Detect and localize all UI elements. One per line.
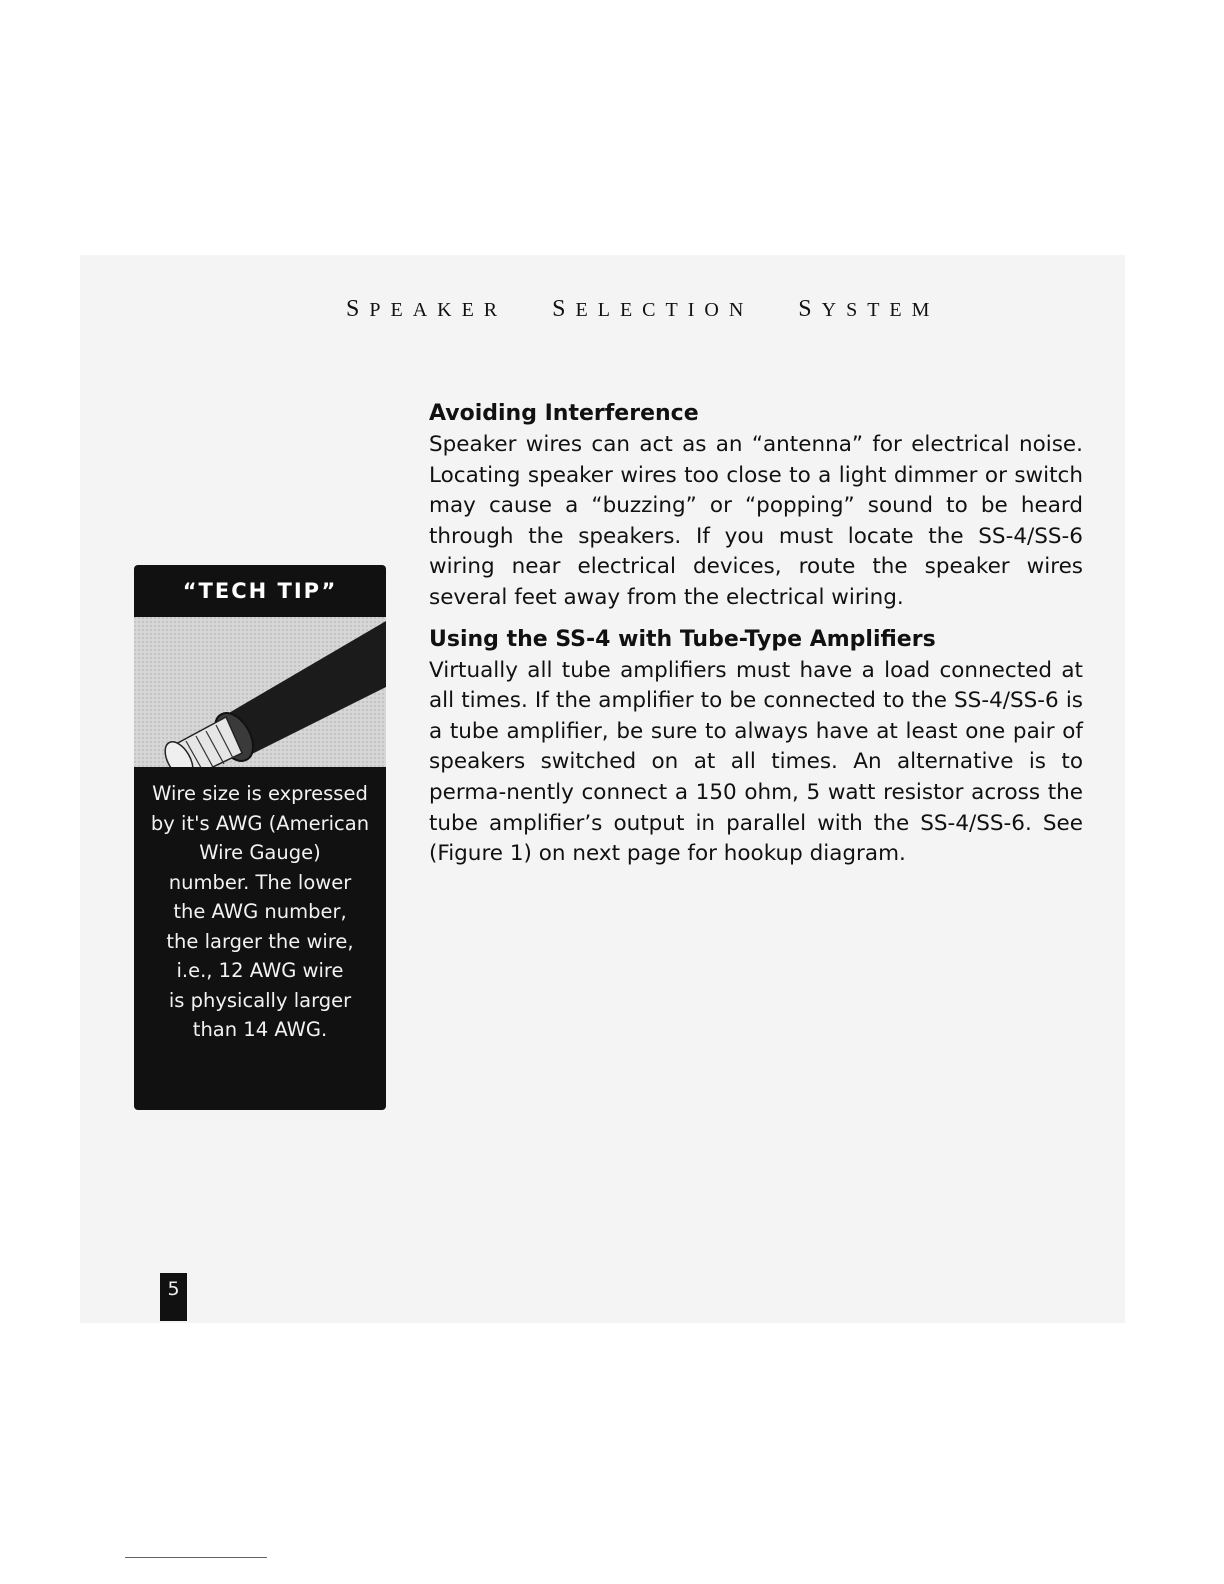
footer-rule (125, 1557, 267, 1558)
tech-tip-title: “TECH TIP” (182, 579, 338, 603)
tech-tip-line: is physically larger (168, 988, 352, 1012)
tech-tip-line: the larger the wire, (166, 929, 354, 953)
running-head-word: SPEAKER (346, 296, 508, 322)
tech-tip-line: i.e., 12 AWG wire (176, 959, 344, 982)
wire-illustration (134, 617, 386, 767)
tech-tip-line: Wire size is expressed (152, 782, 368, 805)
tech-tip-line: the AWG number, (173, 900, 347, 923)
tech-tip-line: Wire Gauge) (199, 841, 321, 864)
running-head-word: SYSTEM (798, 296, 940, 322)
tech-tip-line: by it's AWG (American (150, 811, 370, 835)
section-body-interference: Speaker wires can act as an “antenna” for electrical noise. Locating speaker wires too close to a light dimmer or switch may cause a “buzzing” or “popping” sound to be heard through the speakers. If you must locate the SS-4/SS-6 wiring near electrical devices, route the speaker wires several feet away from the electrical wiring. (429, 432, 1083, 610)
tech-tip-sidebar (134, 565, 386, 1110)
tech-tip-text (134, 779, 386, 1045)
page-number: 5 (160, 1273, 187, 1321)
wire-icon (134, 617, 386, 767)
section-heading-tube-amplifiers: Using the SS-4 with Tube-Type Amplifiers (429, 626, 936, 652)
tech-tip-line: than 14 AWG. (192, 1018, 328, 1041)
running-head-word: SELECTION (552, 296, 754, 322)
section-heading-interference: Avoiding Interference (429, 401, 699, 426)
section-body-tube-amplifiers: Virtually all tube amplifiers must have a load connected at all times. If the amplifier to be connected to the SS-4/SS-6 is a tube amplifier, be sure to always have at least one pair of speakers switched on at all times. An alternative is to perma-nently connect a 150 ohm, 5 watt resistor across the tube amplifier’s output in parallel with the SS-4/SS-6. See (Figure 1) on next page for hookup diagram. (429, 657, 1083, 867)
running-head (346, 296, 940, 323)
main-column (429, 398, 1083, 870)
tech-tip-line: number. The lower (168, 870, 352, 894)
